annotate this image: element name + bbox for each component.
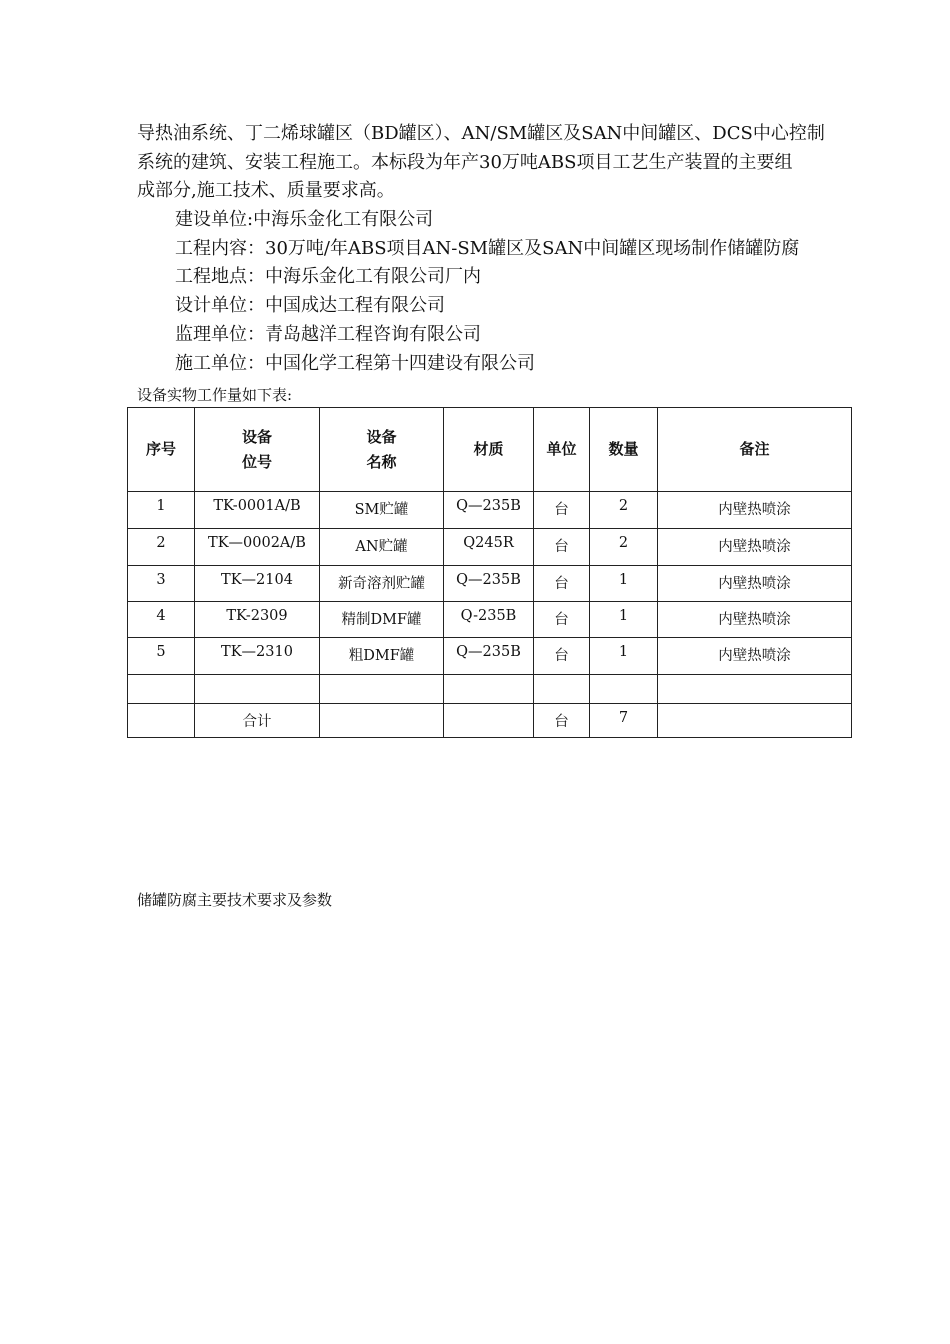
cell-no: 3 — [128, 566, 195, 602]
total-label: 合计 — [195, 704, 320, 738]
cell-remark: 内壁热喷涂 — [658, 566, 852, 602]
cell-no: 2 — [128, 529, 195, 566]
total-unit: 台 — [534, 704, 590, 738]
header-tag-line2: 位号 — [241, 452, 272, 471]
cell-material: Q245R — [444, 529, 534, 566]
cell-name: SM贮罐 — [320, 492, 444, 529]
cell-name: 精制DMF罐 — [320, 602, 444, 638]
total-qty: 7 — [590, 704, 658, 738]
table-header-row — [128, 408, 852, 492]
project-info — [175, 206, 799, 378]
header-name-line2: 名称 — [366, 452, 397, 471]
cell-name: AN贮罐 — [320, 529, 444, 566]
cell-unit: 台 — [534, 638, 590, 675]
cell-no: 4 — [128, 602, 195, 638]
section-heading: 储罐防腐主要技术要求及参数 — [137, 891, 333, 909]
cell-unit: 台 — [534, 566, 590, 602]
cell-empty — [444, 704, 534, 738]
table-row — [128, 602, 852, 638]
intro-line: 成部分,施工技术、质量要求高。 — [137, 180, 395, 201]
cell-qty: 2 — [590, 529, 658, 566]
cell-qty: 1 — [590, 638, 658, 675]
cell-empty — [320, 675, 444, 704]
cell-unit: 台 — [534, 529, 590, 566]
cell-name: 新奇溶剂贮罐 — [320, 566, 444, 602]
header-name-line1: 设备 — [366, 427, 397, 446]
intro-line: 系统的建筑、安装工程施工。本标段为年产30万吨ABS项目工艺生产装置的主要组 — [137, 151, 793, 173]
cell-remark: 内壁热喷涂 — [658, 638, 852, 675]
location-line: 工程地点：中海乐金化工有限公司厂内 — [175, 266, 481, 288]
cell-tag: TK—2104 — [195, 566, 320, 602]
cell-tag: TK—2310 — [195, 638, 320, 675]
cell-material: Q—235B — [444, 638, 534, 675]
table-row — [128, 529, 852, 566]
cell-no: 5 — [128, 638, 195, 675]
owner-line: 建设单位:中海乐金化工有限公司 — [175, 209, 434, 230]
cell-tag: TK-2309 — [195, 602, 320, 638]
intro-line: 导热油系统、丁二烯球罐区（BD罐区）、AN/SM罐区及SAN中间罐区、DCS中心控制 — [137, 123, 825, 144]
cell-empty — [320, 704, 444, 738]
header-name — [320, 408, 444, 492]
cell-qty: 1 — [590, 602, 658, 638]
cell-unit: 台 — [534, 602, 590, 638]
cell-name: 粗DMF罐 — [320, 638, 444, 675]
cell-empty — [590, 675, 658, 704]
cell-no: 1 — [128, 492, 195, 529]
table-row — [128, 566, 852, 602]
header-no: 序号 — [128, 408, 195, 492]
cell-tag: TK-0001A/B — [195, 492, 320, 529]
header-material: 材质 — [444, 408, 534, 492]
cell-empty — [195, 675, 320, 704]
cell-material: Q—235B — [444, 492, 534, 529]
header-qty: 数量 — [590, 408, 658, 492]
header-unit: 单位 — [534, 408, 590, 492]
cell-empty — [128, 704, 195, 738]
scope-line: 工程内容：30万吨/年ABS项目AN-SM罐区及SAN中间罐区现场制作储罐防腐 — [175, 237, 800, 259]
cell-tag: TK—0002A/B — [195, 529, 320, 566]
header-remark: 备注 — [658, 408, 852, 492]
header-tag — [195, 408, 320, 492]
equipment-table — [127, 407, 852, 738]
cell-unit: 台 — [534, 492, 590, 529]
table-row — [128, 638, 852, 675]
cell-material: Q—235B — [444, 566, 534, 602]
cell-empty — [534, 675, 590, 704]
cell-qty: 2 — [590, 492, 658, 529]
contractor-line: 施工单位：中国化学工程第十四建设有限公司 — [175, 352, 535, 374]
cell-empty — [658, 704, 852, 738]
table-total-row — [128, 704, 852, 738]
table-row — [128, 492, 852, 529]
cell-empty — [658, 675, 852, 704]
table-row-empty — [128, 675, 852, 704]
supervisor-line: 监理单位：青岛越洋工程咨询有限公司 — [175, 323, 481, 345]
cell-material: Q-235B — [444, 602, 534, 638]
cell-empty — [444, 675, 534, 704]
intro-paragraph — [137, 120, 837, 206]
header-tag-line1: 设备 — [241, 427, 272, 446]
cell-remark: 内壁热喷涂 — [658, 492, 852, 529]
cell-qty: 1 — [590, 566, 658, 602]
cell-remark: 内壁热喷涂 — [658, 602, 852, 638]
designer-line: 设计单位：中国成达工程有限公司 — [175, 295, 445, 317]
cell-empty — [128, 675, 195, 704]
cell-remark: 内壁热喷涂 — [658, 529, 852, 566]
table-caption: 设备实物工作量如下表: — [137, 386, 293, 404]
